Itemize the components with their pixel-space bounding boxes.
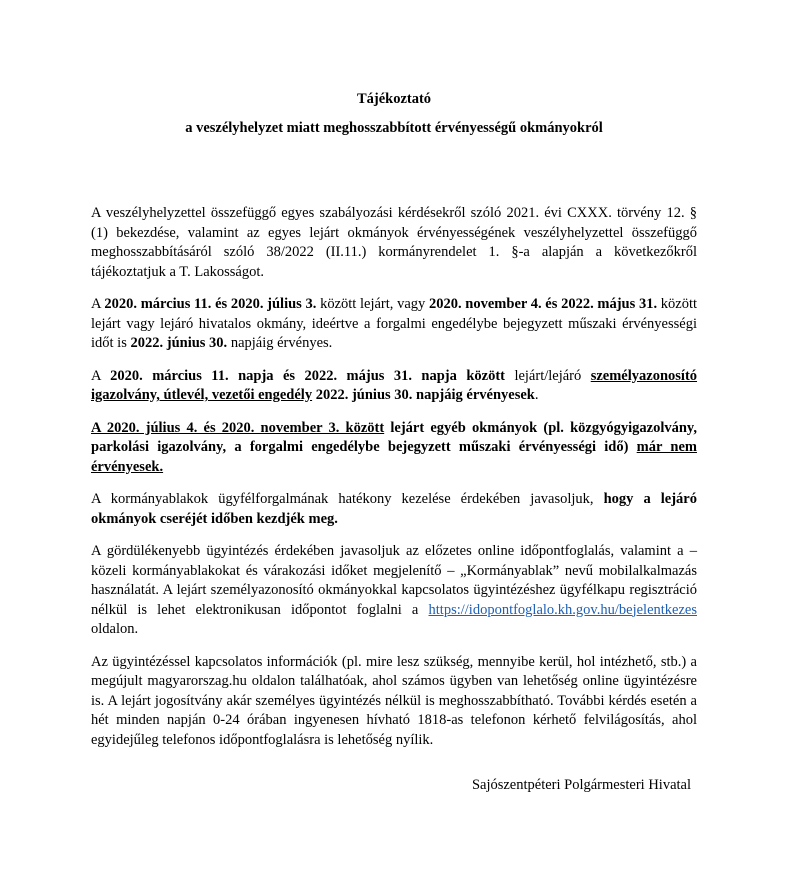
paragraph-text: A kormányablakok ügyfélforgalmának hatékony kezelése érdekében javasoljuk, [91,491,604,507]
paragraph-text: között lejárt vagy lejáró hivatalos okmány, ideértve a forgalmi engedélybe bejegyzett műszaki érvényességi időt is [91,296,698,351]
paragraph-identity-documents [91,367,697,406]
paragraph-text: napjáig érvényes. [227,335,333,351]
date-range: 2020. március 11. napja és 2022. május 31. napja között [110,367,505,384]
paragraph-other-documents [91,419,697,478]
paragraph-legal-basis: A veszélyhelyzettel összefüggő egyes szabályozási kérdésekről szóló 2021. évi CXXX. törvény 12. § (1) bekezdése, valamint az egyes lejárt okmányok érvényességének veszélyhelyzettel összefüggő meghosszabbításáról szóló 38/2022 (II.11.) kormányrendelet 1. §-a alapján a következőkről tájékoztatjuk a T. Lakosságot. [91,205,697,280]
date-range-1: 2020. március 11. és 2020. július 3. [104,296,317,312]
other-documents-list: lejárt egyéb okmányok (pl. közgyógyigazolvány, parkolási igazolvány, a forgalmi engedélybe bejegyzett műszaki érvényességi idő) [91,419,697,455]
paragraph-text: lejárt/lejáró [505,367,591,384]
recommendation-emphasis: hogy a lejáró okmányok cseréjét időben kezdjék meg. [91,491,697,527]
paragraph-online-booking [91,542,697,640]
paragraph-text: oldalon. [91,621,139,637]
booking-link[interactable]: https://idopontfoglalo.kh.gov.hu/bejelentkezes [428,601,697,618]
document-subtitle: a veszélyhelyzet miatt meghosszabbított érvényességű okmányokról [185,120,603,136]
paragraph-recommendation [91,490,697,529]
validity-date: 2022. június 30. [130,335,228,351]
paragraph-text: . [534,387,539,403]
paragraph-text: A gördülékenyebb ügyintézés érdekében javasoljuk az előzetes online időpontfoglalás, valamint a – közeli kormányablakokat és várakozási időket megjelenítő – „Kormányablak” nevű mobilalkalmazás használatát. A lejárt személyazonosító okmányokkal kapcsolatos ügyintézéshez ügyfélkapu regisztráció nélkül is lehet elektronikusan időpontot foglalni a [91,543,697,618]
invalid-statement: már nem érvényesek. [91,439,697,475]
document-body [91,204,697,750]
document-title: Tájékoztató [356,91,432,107]
paragraph-text: között lejárt, vagy [316,296,429,312]
date-range: A 2020. július 4. és 2020. november 3. között [91,419,385,436]
paragraph-general-validity [91,295,697,354]
paragraph-text: A [91,367,111,384]
paragraph-text: A [91,296,105,312]
date-range-2: 2020. november 4. és 2022. május 31. [428,296,658,312]
paragraph-information: Az ügyintézéssel kapcsolatos információk (pl. mire lesz szükség, mennyibe kerül, hol intézhető, stb.) a megújult magyarorszag.hu oldalon találhatóak, ahol számos ügyben van lehetőség online ügyintézésre is. A lejárt jogosítvány akár személyes ügyintézés nélkül is meghosszabbítható. További kérdés esetén a hét minden napján 0-24 órában ingyenesen hívható 1818-as telefonon kérhető felvilágosítás, ahol egyidejűleg telefonos időpontfoglalásra is lehetőség nyílik. [91,653,697,748]
validity-statement: 2022. június 30. napjáig érvényesek [312,387,535,403]
signature: Sajószentpéteri Polgármesteri Hivatal [471,777,691,793]
document-types: személyazonosító igazolvány, útlevél, vezetői engedély [91,367,698,403]
